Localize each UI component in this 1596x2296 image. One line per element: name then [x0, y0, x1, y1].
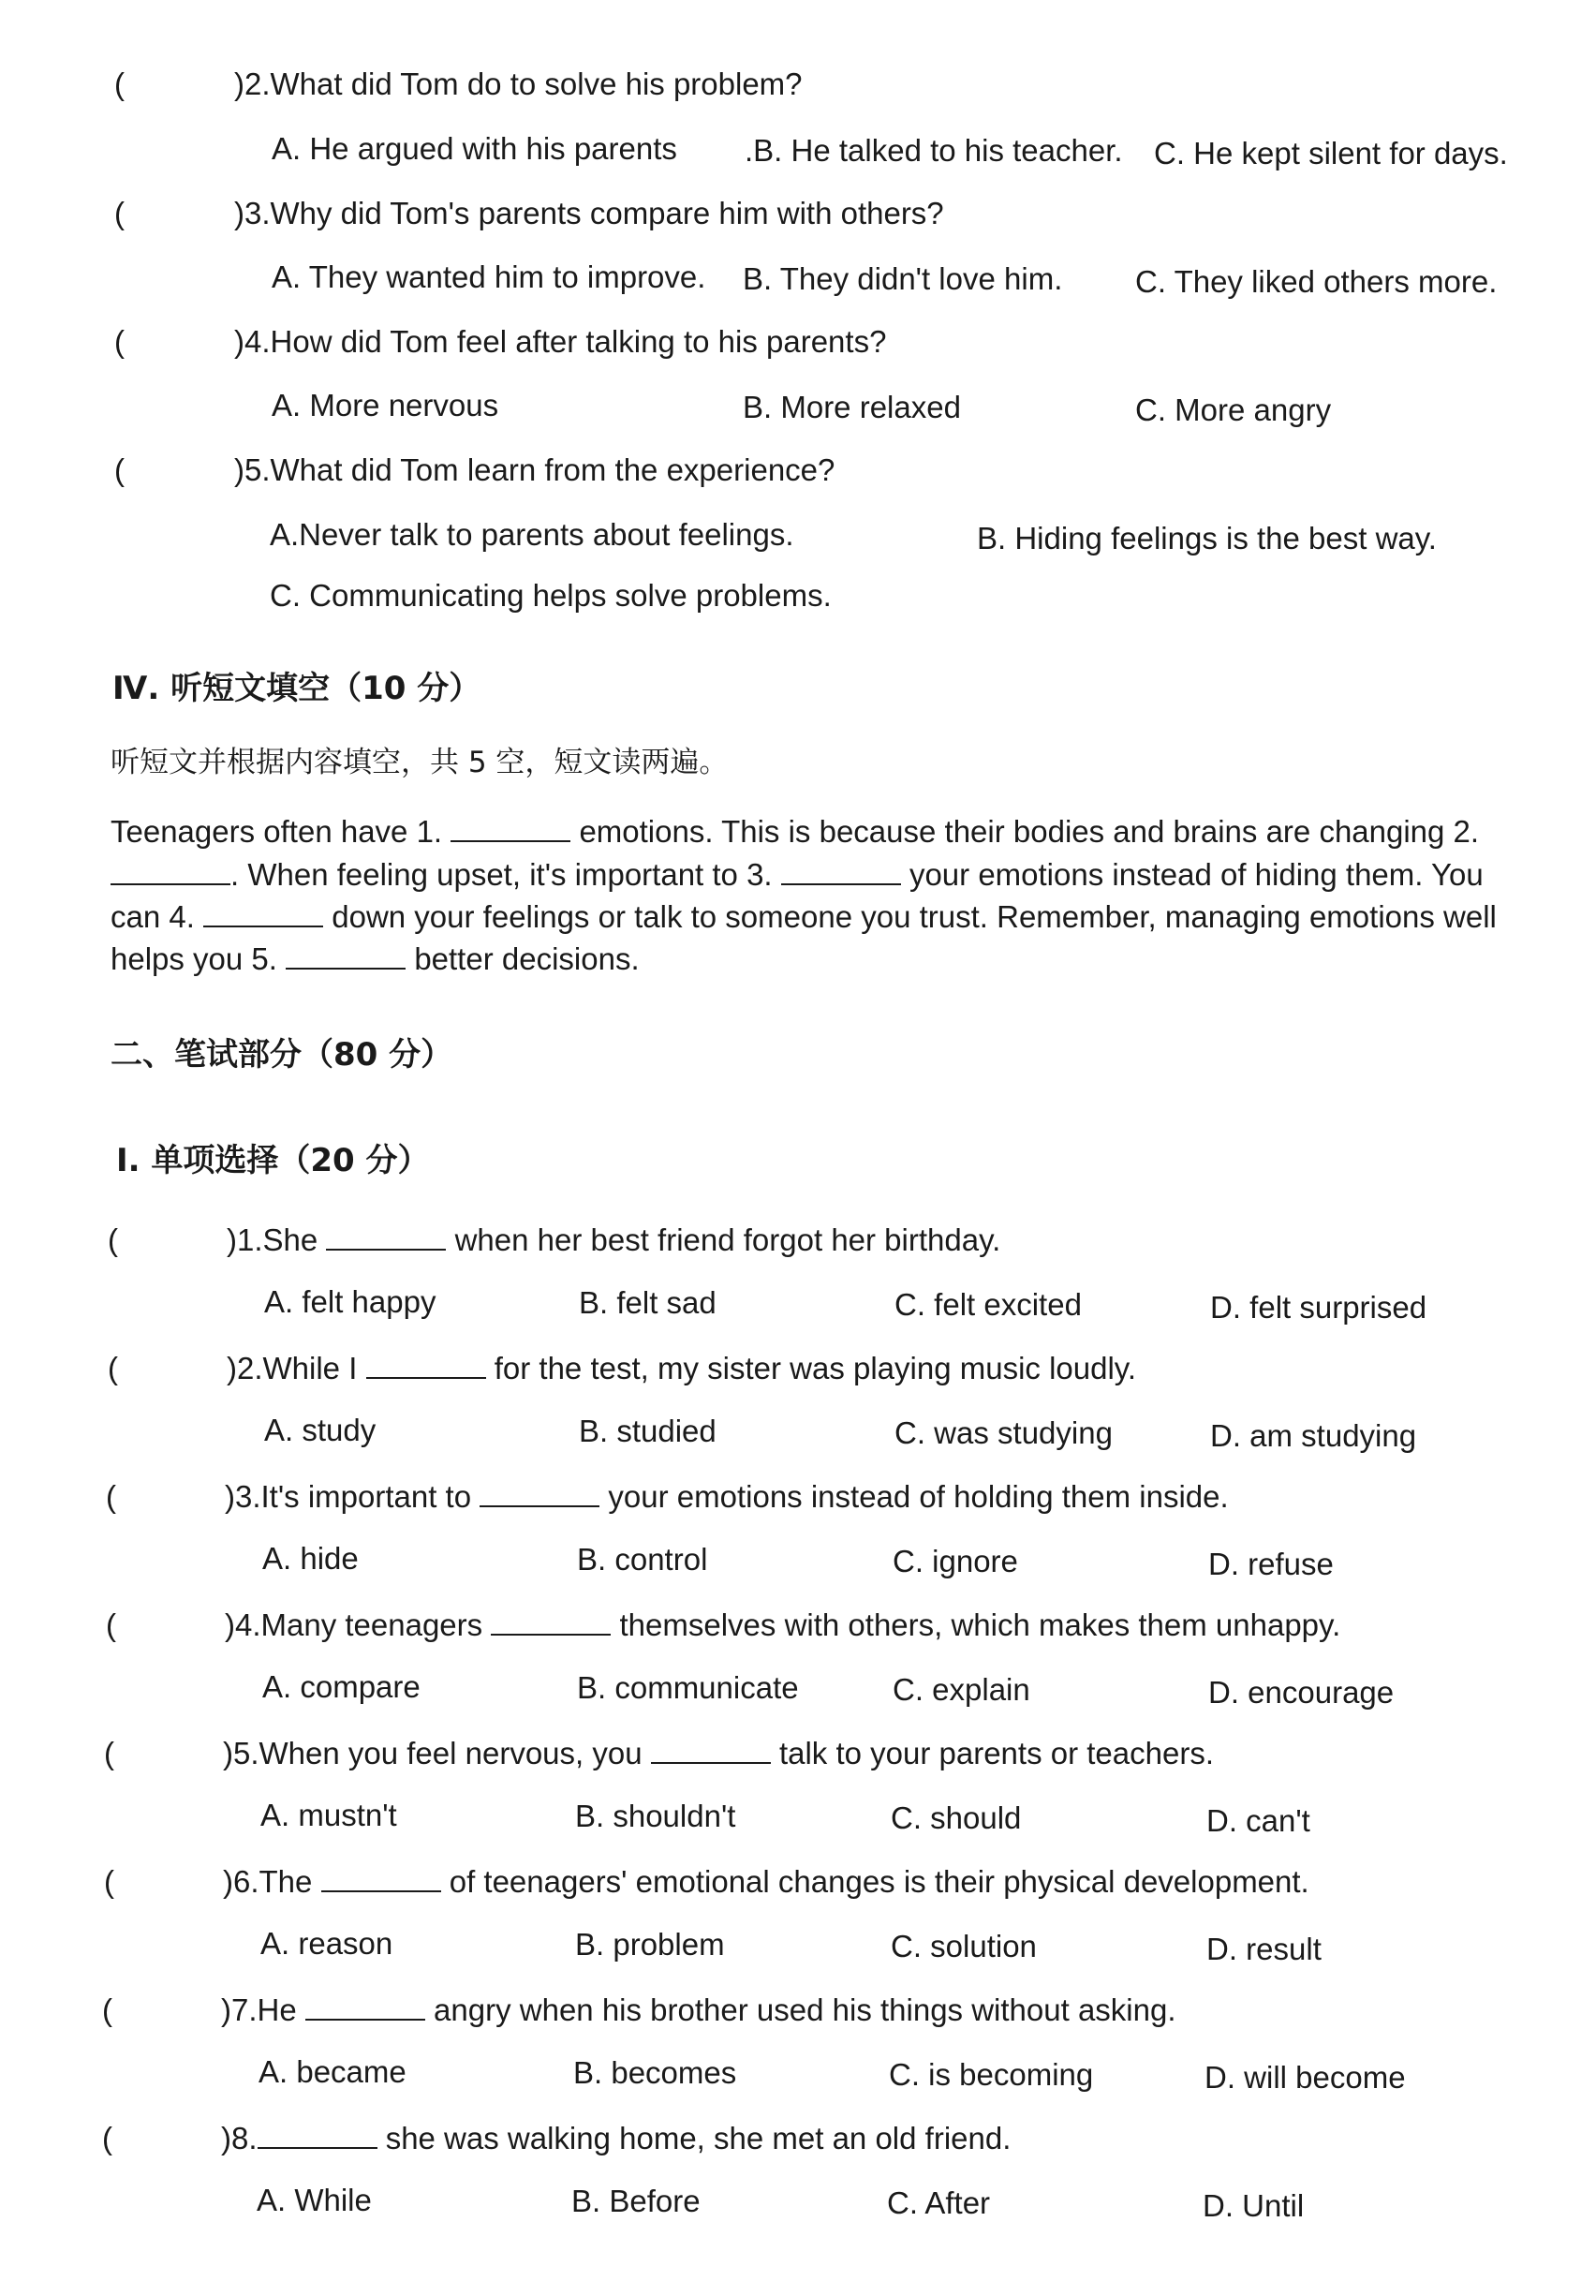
option-b: B. communicate: [577, 1670, 799, 1705]
answer-blank[interactable]: [480, 1479, 599, 1507]
option-a: A. They wanted him to improve.: [272, 259, 706, 294]
option-d: D. will become: [1204, 2060, 1406, 2095]
question-stem: )4.How did Tom feel after talking to his parents?: [234, 324, 887, 359]
answer-blank[interactable]: [258, 2121, 377, 2149]
option-a: A. hide: [262, 1541, 359, 1576]
section-instruction: 听短文并根据内容填空，共 5 空，短文读两遍。: [111, 746, 729, 779]
stem-text: when her best friend forgot her birthday.: [454, 1222, 1001, 1257]
option-b: B. shouldn't: [575, 1799, 736, 1833]
passage-text: your emotions instead of hiding them. You: [909, 857, 1484, 892]
stem-text: )8.: [221, 2121, 258, 2155]
option-b: B. problem: [575, 1927, 725, 1962]
option-b: B. studied: [579, 1414, 717, 1448]
option-c: C. is becoming: [889, 2057, 1094, 2092]
option-d: D. can't: [1206, 1803, 1310, 1838]
answer-paren: (: [108, 1351, 118, 1385]
answer-paren: (: [114, 196, 125, 230]
answer-blank[interactable]: [491, 1607, 611, 1636]
option-c: C. was studying: [894, 1415, 1113, 1450]
answer-blank[interactable]: [651, 1736, 771, 1764]
question-stem: [223, 1735, 1214, 1772]
stem-text: )1.She: [227, 1222, 318, 1257]
stem-text: )3.It's important to: [225, 1479, 472, 1514]
answer-paren: (: [114, 67, 125, 101]
blank-1[interactable]: [451, 814, 570, 842]
stem-text: )4.Many teenagers: [225, 1607, 483, 1642]
answer-blank[interactable]: [321, 1864, 441, 1892]
option-d: D. felt surprised: [1210, 1290, 1427, 1325]
option-c: C. ignore: [893, 1544, 1018, 1578]
option-b: B. More relaxed: [743, 390, 961, 424]
stem-text: angry when his brother used his things without asking.: [434, 1992, 1176, 2027]
passage-line-2: [111, 856, 1544, 894]
option-a: A.Never talk to parents about feelings.: [270, 517, 794, 552]
answer-paren: (: [108, 1222, 118, 1257]
stem-text: themselves with others, which makes them unhappy.: [619, 1607, 1341, 1642]
stem-text: )5.When you feel nervous, you: [223, 1736, 643, 1770]
option-c: C. felt excited: [894, 1287, 1082, 1322]
passage-text: Teenagers often have 1.: [111, 814, 443, 849]
question-stem: )2.What did Tom do to solve his problem?: [234, 67, 803, 101]
stem-text: your emotions instead of holding them inside.: [608, 1479, 1229, 1514]
question-stem: [227, 1350, 1136, 1387]
option-b: B. becomes: [573, 2055, 737, 2090]
option-c: C. He kept silent for days.: [1154, 136, 1508, 170]
passage-text: can 4.: [111, 899, 195, 934]
section-heading: Ⅰ. 单项选择（20 分）: [116, 1142, 430, 1179]
passage-text: . When feeling upset, it's important to 3.: [230, 857, 773, 892]
answer-paren: (: [114, 324, 125, 359]
option-d: D. result: [1206, 1932, 1322, 1966]
question-stem: )3.Why did Tom's parents compare him with others?: [234, 196, 944, 230]
answer-paren: (: [104, 1864, 114, 1899]
answer-blank[interactable]: [326, 1222, 446, 1251]
question-stem: [223, 1863, 1309, 1901]
passage-text: down your feelings or talk to someone you trust. Remember, managing emotions well: [332, 899, 1497, 934]
answer-blank[interactable]: [366, 1351, 486, 1379]
option-a: A. He argued with his parents: [272, 131, 677, 166]
question-stem: [225, 1607, 1340, 1644]
stem-text: )7.He: [221, 1992, 297, 2027]
stem-text: )2.While I: [227, 1351, 358, 1385]
passage-line-1: [111, 813, 1544, 851]
option-c: C. They liked others more.: [1135, 264, 1498, 299]
option-b: B. Before: [571, 2184, 701, 2218]
option-d: D. refuse: [1208, 1547, 1334, 1581]
answer-paren: (: [114, 452, 125, 487]
passage-text: better decisions.: [414, 941, 640, 976]
part-heading: 二、笔试部分（80 分）: [111, 1036, 453, 1074]
option-c: C. solution: [891, 1929, 1037, 1963]
option-a: A. While: [257, 2183, 372, 2217]
passage-line-4: [111, 941, 1544, 978]
option-b: B. felt sad: [579, 1285, 717, 1320]
option-d: D. Until: [1203, 2188, 1305, 2223]
option-b: .B. He talked to his teacher.: [745, 133, 1123, 168]
answer-blank[interactable]: [305, 1992, 425, 2021]
option-a: A. mustn't: [260, 1798, 397, 1832]
option-b: B. Hiding feelings is the best way.: [977, 521, 1437, 555]
passage-text: helps you 5.: [111, 941, 277, 976]
option-c: C. should: [891, 1800, 1022, 1835]
option-b: B. They didn't love him.: [743, 261, 1063, 296]
question-stem: [221, 2120, 1011, 2157]
stem-text: she was walking home, she met an old friend.: [385, 2121, 1012, 2155]
stem-text: of teenagers' emotional changes is their physical development.: [449, 1864, 1309, 1899]
answer-paren: (: [106, 1479, 116, 1514]
blank-3[interactable]: [781, 857, 901, 885]
option-d: D. am studying: [1210, 1418, 1417, 1453]
passage-text: emotions. This is because their bodies and brains are changing 2.: [579, 814, 1480, 849]
option-a: A. compare: [262, 1669, 421, 1704]
question-stem: [221, 1992, 1176, 2029]
question-stem: [227, 1222, 1000, 1259]
option-c: C. explain: [893, 1672, 1030, 1707]
option-c: C. After: [887, 2185, 991, 2220]
option-c: C. More angry: [1135, 393, 1332, 427]
stem-text: for the test, my sister was playing music loudly.: [494, 1351, 1137, 1385]
answer-paren: (: [102, 2121, 112, 2155]
section-heading: Ⅳ. 听短文填空（10 分）: [112, 670, 481, 707]
option-b: B. control: [577, 1542, 708, 1577]
stem-text: talk to your parents or teachers.: [778, 1736, 1214, 1770]
question-stem: )5.What did Tom learn from the experience?: [234, 452, 835, 487]
option-a: A. became: [259, 2054, 406, 2089]
blank-2[interactable]: [111, 857, 230, 885]
option-a: A. felt happy: [264, 1284, 436, 1319]
option-a: A. study: [264, 1413, 377, 1447]
answer-paren: (: [102, 1992, 112, 2027]
option-d: D. encourage: [1208, 1675, 1395, 1710]
stem-text: )6.The: [223, 1864, 313, 1899]
answer-paren: (: [104, 1736, 114, 1770]
blank-4[interactable]: [203, 899, 323, 927]
option-a: A. reason: [260, 1926, 393, 1961]
option-c: C. Communicating helps solve problems.: [270, 578, 832, 613]
option-a: A. More nervous: [272, 388, 499, 422]
answer-paren: (: [106, 1607, 116, 1642]
question-stem: [225, 1478, 1229, 1516]
blank-5[interactable]: [286, 941, 406, 970]
passage-line-3: [111, 898, 1544, 936]
